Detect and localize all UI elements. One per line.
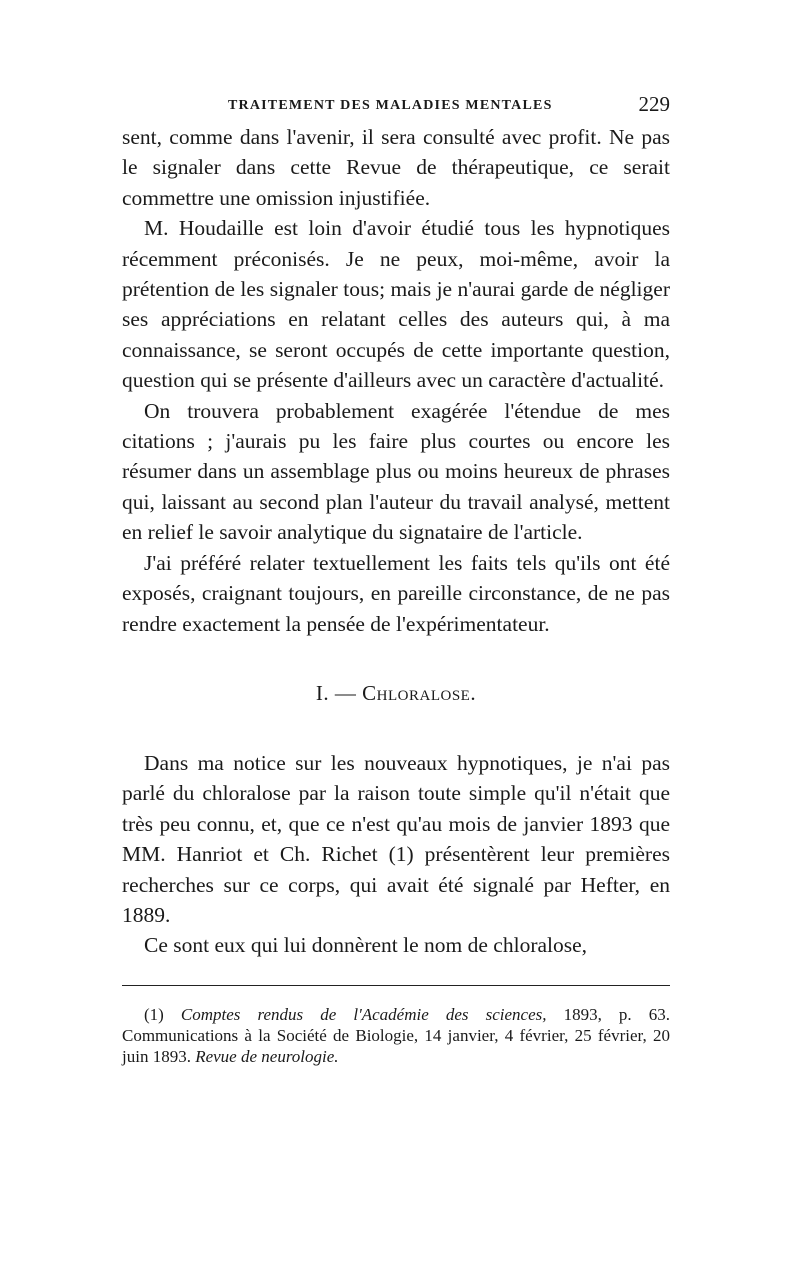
page-number: 229 <box>638 92 670 116</box>
section-number: I. — <box>315 680 357 705</box>
footnote-rule <box>122 985 670 986</box>
section-heading <box>122 681 670 706</box>
paragraph: On trouvera probablement exagérée l'étendue de mes citations ; j'aurais pu les faire plus courtes ou encore les résumer dans un assemblage plus ou moins heureux de phrases qui, laissant au second plan l'auteur du travail analysé, mettent en relief le savoir analytique du signataire de l'article. <box>122 398 670 545</box>
footnote-journal: Comptes rendus de l'Académie des sciences, <box>180 1004 547 1024</box>
section-title: Chloralose. <box>362 680 477 705</box>
running-title: TRAITEMENT DES MALADIES MENTALES <box>228 98 553 113</box>
body-text <box>122 122 670 961</box>
footnote-marker: (1) <box>144 1004 164 1024</box>
paragraph: J'ai préféré relater textuellement les faits tels qu'ils ont été exposés, craignant toujours, en pareille circonstance, de ne pas rendre exactement la pensée de l'expérimentateur. <box>122 550 670 636</box>
book-page <box>122 92 670 1067</box>
paragraph: Dans ma notice sur les nouveaux hypnotiques, je n'ai pas parlé du chloralose par la raison toute simple qu'il n'était que très peu connu, et, que ce n'est qu'au mois de janvier 1893 que MM. Hanriot et Ch. Richet (1) présentèrent leur premières recherches sur ce corps, qui avait été signalé par Hefter, en 1889. <box>122 750 670 927</box>
footnote-text: 1893, p. 63. Communications à la Société de Biologie, 14 janvier, 4 février, 25 février, 20 juin 1893. <box>122 1004 671 1066</box>
running-head <box>122 92 670 122</box>
paragraph: M. Houdaille est loin d'avoir étudié tous les hypnotiques récemment préconisés. Je ne peux, moi-même, avoir la prétention de les signaler tous; mais je n'aurai garde de négliger ses appréciations en relatant celles des auteurs qui, à ma connaissance, se seront occupés de cette importante question, question qui se présente d'ailleurs avec un caractère d'actualité. <box>122 216 670 393</box>
footnote <box>122 1004 670 1067</box>
footnote-journal-2: Revue de neurologie. <box>195 1046 339 1066</box>
paragraph: sent, comme dans l'avenir, il sera consulté avec profit. Ne pas le signaler dans cette Revue de thérapeutique, ce serait commettre une omission injustifiée. <box>122 125 670 210</box>
paragraph: Ce sont eux qui lui donnèrent le nom de chloralose, <box>144 933 588 958</box>
